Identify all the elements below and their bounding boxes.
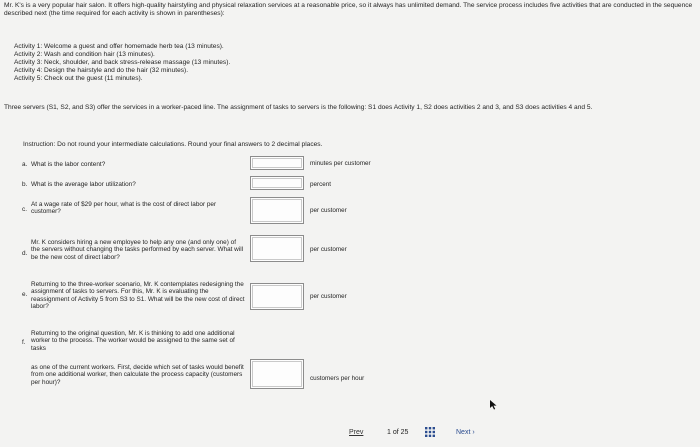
activity-item: Activity 2: Wash and condition hair (13 minutes).: [14, 51, 155, 59]
question-letter: f.: [22, 339, 26, 346]
question-letter: a.: [22, 161, 28, 168]
activity-item: Activity 5: Check out the guest (11 minutes).: [14, 75, 143, 83]
question-b-text: What is the average labor utilization?: [31, 181, 136, 188]
answer-b-unit: percent: [310, 181, 332, 188]
question-e-text: Returning to the three-worker scenario, Mr. K contemplates redesigning the assignment of tasks to servers. For this, Mr. K is evaluating the reassignment of Activity 5 from S3 to S1. What will be the new cost of direct labor?: [31, 281, 245, 311]
answer-d-input[interactable]: [250, 235, 304, 262]
question-grid-icon[interactable]: [425, 427, 435, 437]
answer-d-unit: per customer: [310, 246, 347, 253]
activity-item: Activity 3: Neck, shoulder, and back stress-release massage (13 minutes).: [14, 59, 231, 67]
question-f-text: Returning to the original question, Mr. K is thinking to add one additional worker to the process. The worker would be assigned to the same set of tasks: [31, 330, 235, 352]
answer-b-input[interactable]: [250, 176, 304, 190]
activity-item: Activity 1: Welcome a guest and offer homemade herb tea (13 minutes).: [14, 43, 224, 50]
mouse-cursor-icon: [490, 400, 498, 410]
question-letter: c.: [22, 206, 27, 213]
answer-f-input[interactable]: [250, 359, 304, 389]
page-indicator: 1 of 25: [387, 429, 409, 436]
activity-item: Activity 4: Design the hairstyle and do the hair (32 minutes).: [14, 67, 189, 75]
answer-c-input[interactable]: [250, 197, 304, 224]
question-letter: d.: [22, 250, 28, 257]
answer-c-unit: per customer: [310, 207, 347, 214]
prev-link[interactable]: Prev: [349, 429, 364, 436]
question-letter: e.: [22, 291, 28, 298]
answer-a-unit: minutes per customer: [310, 160, 371, 167]
servers-text: Three servers (S1, S2, and S3) offer the services in a worker-paced line. The assignment of tasks to servers is the following: S1 does Activity 1, S2 does activities 2 and 3, and S3 does activities 4 and 5.: [4, 104, 593, 111]
instruction-text: Instruction: Do not round your intermediate calculations. Round your final answers to 2 decimal places.: [23, 141, 323, 148]
next-link[interactable]: Next ›: [456, 429, 475, 436]
question-letter: b.: [22, 181, 28, 188]
answer-f-unit: customers per hour: [310, 375, 365, 382]
answer-e-input[interactable]: [250, 283, 304, 310]
intro-text: Mr. K's is a very popular hair salon. It offers high-quality hairstyling and physical relaxation services at a reasonable price, so it always has unlimited demand. The service process includes five activities that are conducted in the sequence described next (the time required for each activity is shown in parentheses):: [4, 2, 693, 17]
question-a-text: What is the labor content?: [31, 161, 106, 168]
answer-a-input[interactable]: [250, 156, 304, 170]
question-c-text: At a wage rate of $29 per hour, what is the cost of direct labor per customer?: [31, 201, 217, 216]
question-d-text: Mr. K considers hiring a new employee to help any one (and only one) of the servers without changing the tasks performed by each server. What will be the new cost of direct labor?: [31, 239, 244, 261]
activity-list: [14, 43, 230, 83]
question-f-text-continued: as one of the current workers. First, decide which set of tasks would benefit from one additional worker, then calculate the process capacity (customers per hour)?: [31, 364, 244, 386]
answer-e-unit: per customer: [310, 293, 347, 300]
